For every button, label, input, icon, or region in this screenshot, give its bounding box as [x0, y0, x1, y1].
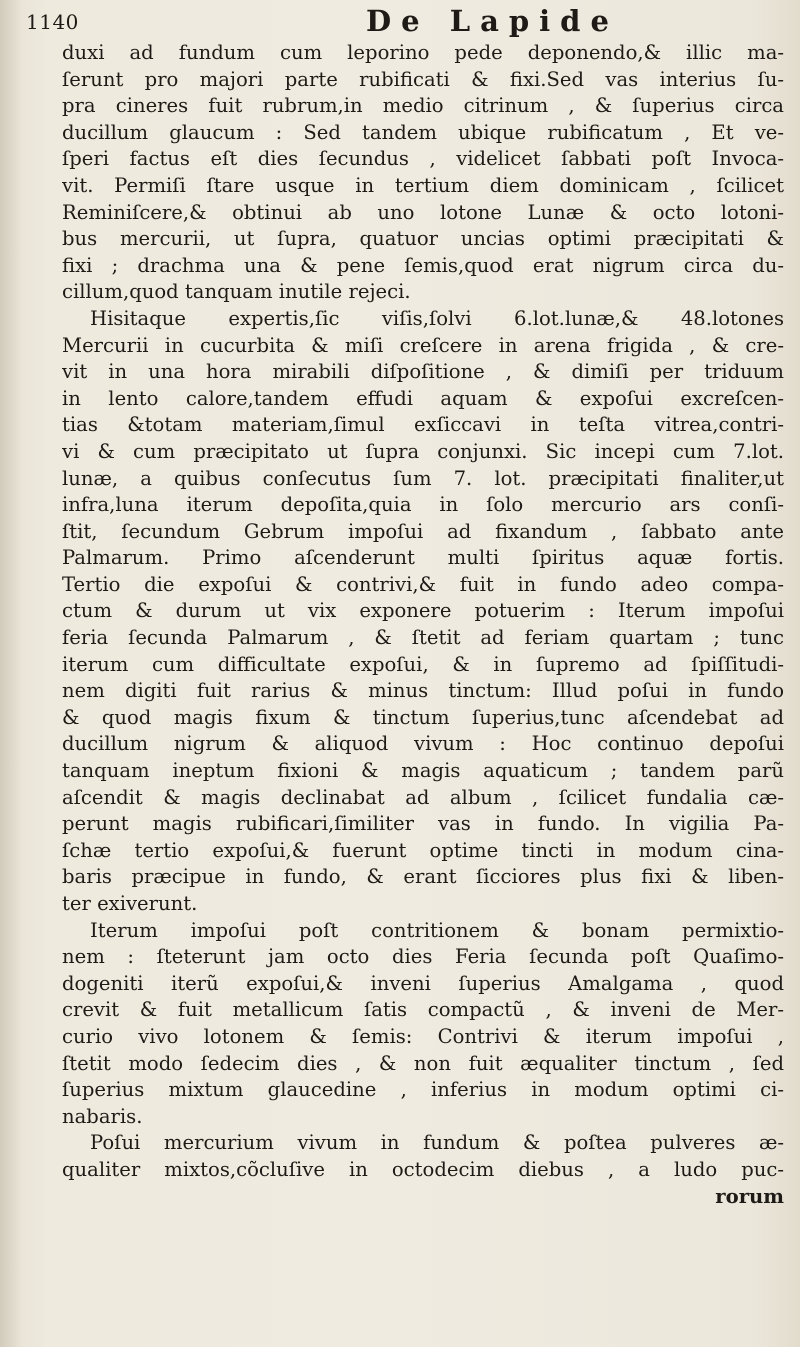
text-line: bus mercurii, ut ſupra, quatuor uncias optimi præcipitati &	[62, 227, 784, 251]
text-line: pra cineres fuit rubrum,in medio citrinum , & ſuperius circa	[62, 94, 784, 118]
text-line: ſchæ tertio expoſui,& fuerunt optime tincti in modum cina-	[62, 838, 784, 862]
text-line: Reminiſcere,& obtinui ab uno lotone Lunæ & octo lotoni-	[62, 200, 784, 224]
text-line: dogeniti iterũ expoſui,& inveni ſuperius Amalgama , quod	[62, 971, 784, 995]
text-line: in lento calore,tandem effudi aquam & expoſui excreſcen-	[62, 386, 784, 410]
text-line: vit in una hora mirabili diſpoſitione , & dimiſi per triduum	[62, 360, 784, 384]
text-line: ter exiverunt.	[62, 892, 198, 915]
text-line: fixi ; drachma una & pene ſemis,quod erat nigrum circa du-	[62, 253, 784, 277]
text-line: infra,luna iterum depoſita,quia in ſolo mercurio ars conſi-	[62, 493, 784, 517]
running-head	[26, 4, 786, 38]
text-line: vit. Permiſi ſtare usque in tertium diem dominicam , ſcilicet	[62, 173, 784, 197]
text-line: ſtit, ſecundum Gebrum impoſui ad fixandum , ſabbato ante	[62, 519, 784, 543]
text-line: aſcendit & magis declinabat ad album , ſcilicet fundalia cæ-	[62, 785, 784, 809]
text-line: ducillum nigrum & aliquod vivum : Hoc continuo depoſui	[62, 732, 784, 756]
text-line: Mercurii in cucurbita & miſi creſcere in arena frigida , & cre-	[62, 333, 784, 357]
text-line: duxi ad fundum cum leporino pede deponendo,& illic ma-	[62, 41, 784, 64]
text-line: tias &totam materiam,ſimul exſiccavi in teſta vitrea,contri-	[62, 413, 784, 437]
text-line: lunæ, a quibus conſecutus ſum 7. lot. præcipitati finaliter,ut	[62, 466, 784, 490]
running-title: De Lapide	[366, 4, 619, 38]
text-line: nabaris.	[62, 1104, 143, 1128]
text-line: Tertio die expoſui & contrivi,& fuit in fundo adeo compa-	[62, 572, 784, 596]
catchword: rorum	[715, 1184, 784, 1208]
text-line: ctum & durum ut vix exponere potuerim : Iterum impoſui	[62, 599, 784, 623]
text-line: Iterum impoſui poſt contritionem & bonam permixtio-	[90, 918, 784, 942]
text-line: Palmarum. Primo aſcenderunt multi ſpiritus aquæ fortis.	[62, 546, 784, 570]
text-line: ſperi factus eſt dies ſecundus , videlicet ſabbati poſt Invoca-	[62, 147, 784, 171]
text-line: ſuperius mixtum glaucedine , inferius in modum optimi ci-	[62, 1078, 784, 1102]
page-number: 1140	[26, 10, 79, 34]
text-line: curio vivo lotonem & ſemis: Contrivi & iterum impoſui ,	[62, 1024, 784, 1048]
text-line: tanquam ineptum fixioni & magis aquaticum ; tandem parũ	[62, 759, 784, 783]
text-line: Hisitaque expertis,ſic viſis,ſolvi 6.lot.lunæ,& 48.lotones	[90, 306, 784, 330]
text-line: feria ſecunda Palmarum , & ſtetit ad feriam quartam ; tunc	[62, 626, 784, 650]
text-line: ſtetit modo ſedecim dies , & non fuit æqualiter tinctum , ſed	[62, 1051, 784, 1075]
text-line: qualiter mixtos,cõcluſive in octodecim diebus , a ludo puc-	[62, 1157, 784, 1181]
text-line: iterum cum difficultate expoſui, & in ſupremo ad ſpiſſitudi-	[62, 652, 784, 676]
text-line: ducillum glaucum : Sed tandem ubique rubificatum , Et ve-	[62, 120, 784, 144]
text-line: perunt magis rubificari,ſimiliter vas in fundo. In vigilia Pa-	[62, 812, 784, 836]
text-line: & quod magis fixum & tinctum ſuperius,tunc aſcendebat ad	[62, 705, 784, 729]
binding-shadow	[0, 0, 22, 1347]
text-line: nem digiti fuit rarius & minus tinctum: Illud poſui in fundo	[62, 679, 784, 703]
text-line: vi & cum præcipitato ut ſupra conjunxi. Sic incepi cum 7.lot.	[62, 439, 784, 463]
text-line: baris præcipue in fundo, & erant ſicciores plus fixi & liben-	[62, 865, 784, 889]
text-line: nem : ſteterunt jam octo dies Feria ſecunda poſt Quaſimo-	[62, 945, 784, 969]
text-line: Poſui mercurium vivum in fundum & poſtea pulveres æ-	[90, 1131, 784, 1155]
body-text	[62, 40, 784, 1210]
text-line: ſerunt pro majori parte rubificati & fixi.Sed vas interius ſu-	[62, 67, 784, 91]
text-line: cillum,quod tanquam inutile rejeci.	[62, 280, 411, 304]
text-line: crevit & fuit metallicum ſatis compactũ , & inveni de Mer-	[62, 998, 784, 1022]
